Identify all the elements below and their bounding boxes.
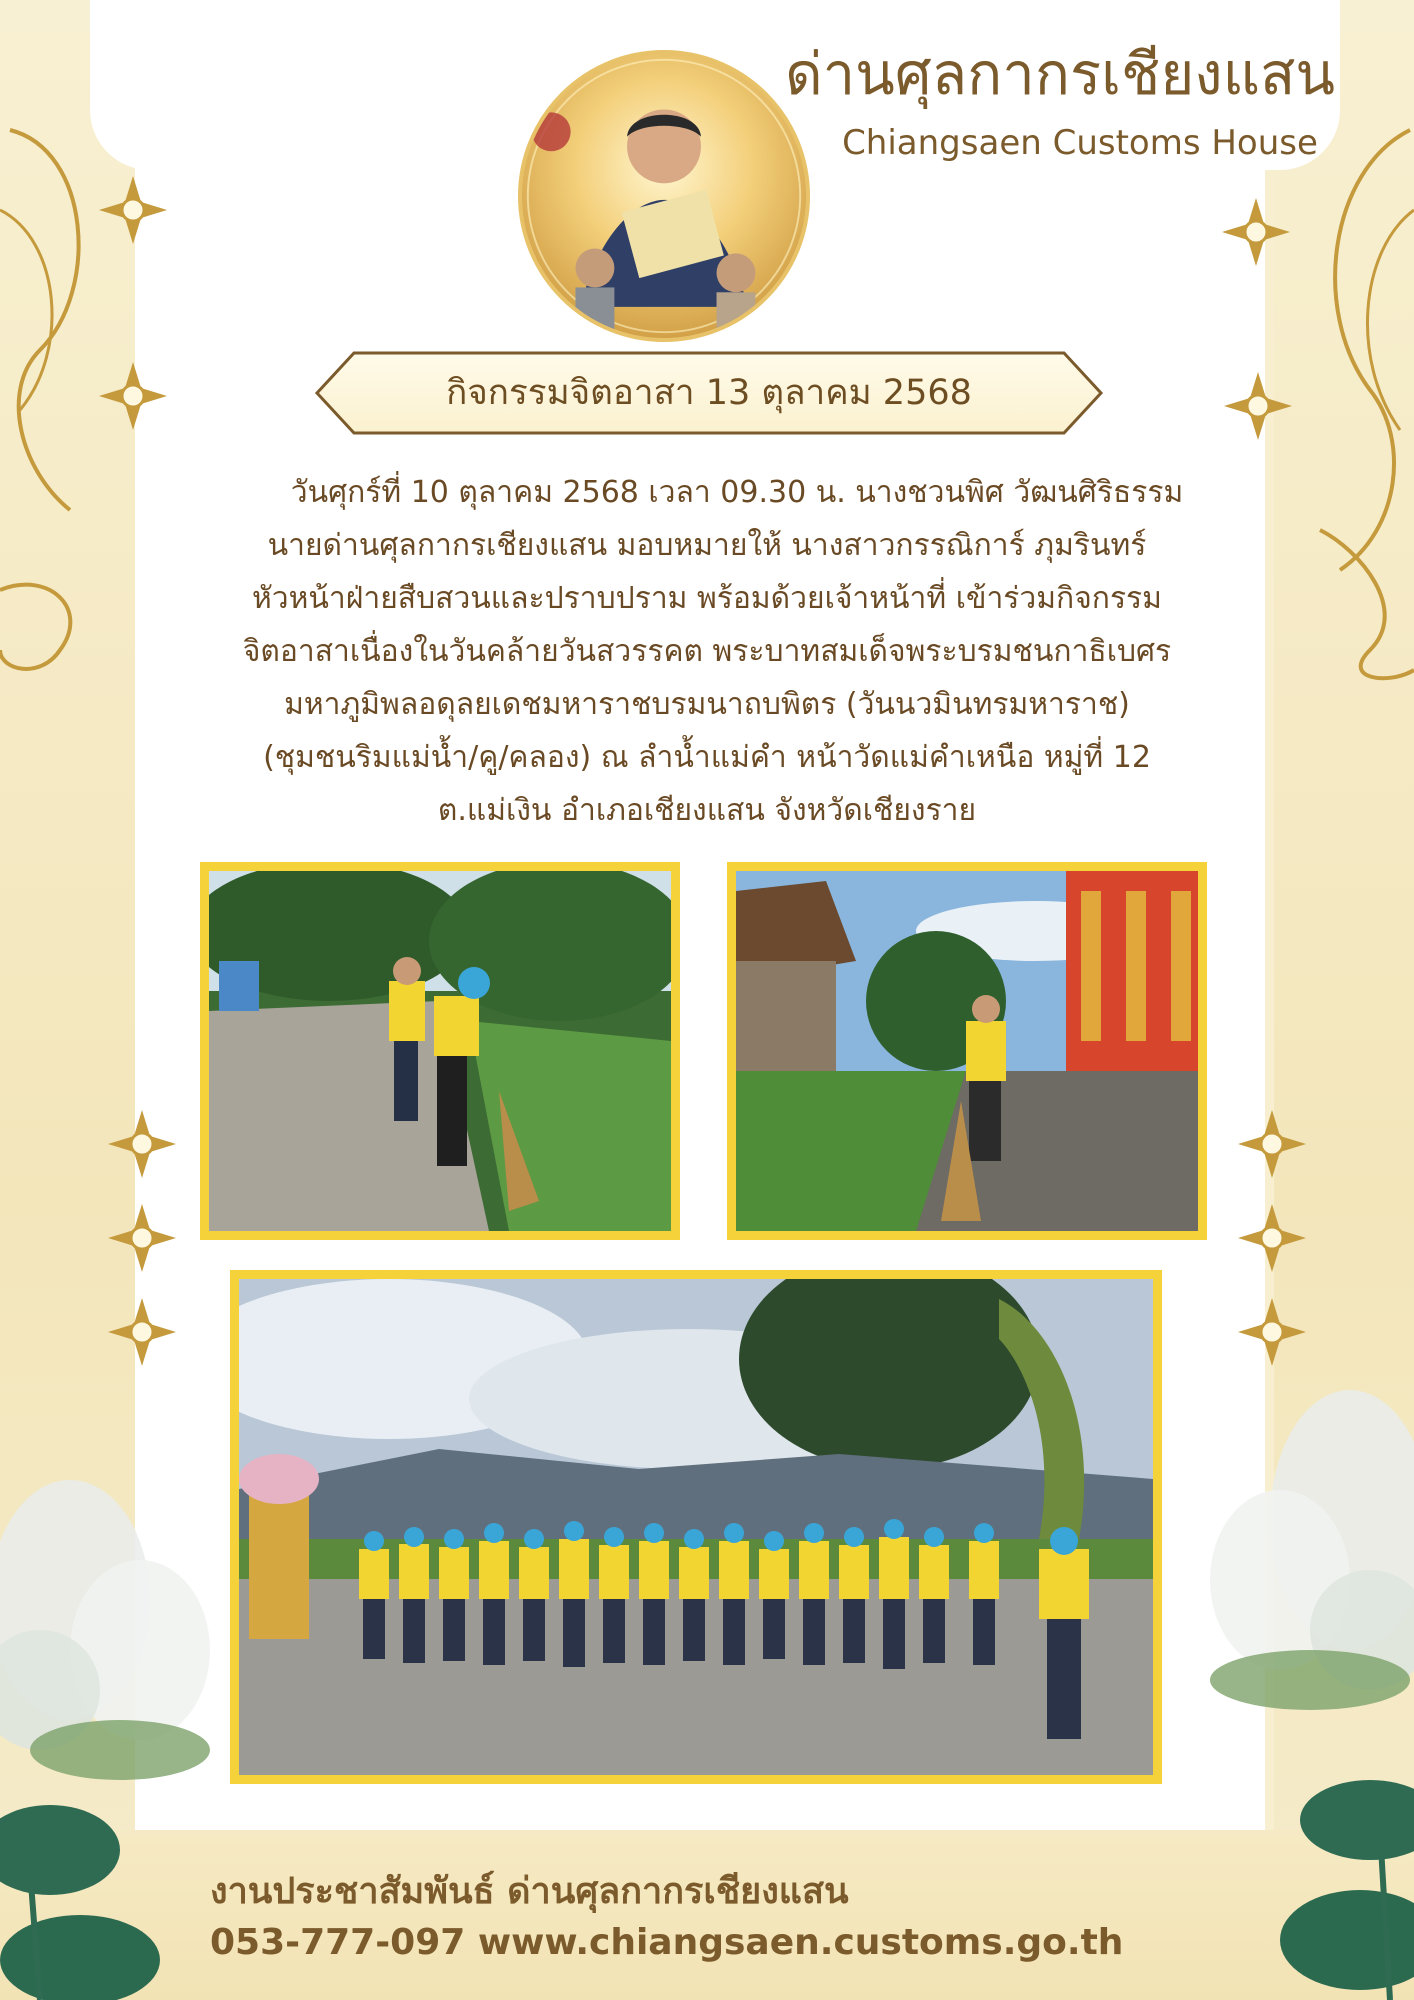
footer-department: งานประชาสัมพันธ์ ด่านศุลกากรเชียงแสน <box>210 1871 849 1912</box>
description-line: นายด่านศุลกากรเชียงแสน มอบหมายให้ นางสาวกรรณิการ์ ภุมรินทร์ <box>267 528 1147 563</box>
ornament-icon <box>106 1108 178 1180</box>
description-line: หัวหน้าฝ่ายสืบสวนและปราบปราม พร้อมด้วยเจ้าหน้าที่ เข้าร่วมกิจกรรม <box>252 581 1162 616</box>
description-line: ต.แม่เงิน อำเภอเชียงแสน จังหวัดเชียงราย <box>437 793 977 828</box>
activity-photo-group-ceremony <box>230 1270 1162 1784</box>
description-line: จิตอาสาเนื่องในวันคล้ายวันสวรรคต พระบาทสมเด็จพระบรมชนกาธิเบศร <box>242 634 1172 669</box>
ornament-icon <box>1222 370 1294 442</box>
activity-photo-sweeping-road <box>200 862 680 1240</box>
page-title-english: Chiangsaen Customs House <box>842 123 1318 163</box>
footer-contact: 053-777-097 www.chiangsaen.customs.go.th <box>210 1922 1124 1963</box>
royal-portrait-medallion <box>518 50 810 342</box>
ornament-icon <box>1236 1296 1308 1368</box>
lotus-right-decoration <box>1160 1380 1414 2000</box>
ornament-icon <box>97 174 169 246</box>
activity-banner-title: กิจกรรมจิตอาสา 13 ตุลาคม 2568 <box>446 373 972 413</box>
lotus-left-decoration <box>0 1450 240 2000</box>
ornament-icon <box>97 360 169 432</box>
activity-description <box>150 466 1264 837</box>
activity-photo-temple-sweeping <box>727 862 1207 1240</box>
ornament-icon <box>106 1202 178 1274</box>
right-swirl-decoration <box>1300 110 1414 690</box>
page-title-thai: ด่านศุลกากรเชียงแสน <box>784 40 1336 108</box>
ornament-icon <box>106 1296 178 1368</box>
ornament-icon <box>1236 1108 1308 1180</box>
ornament-icon <box>1236 1202 1308 1274</box>
description-line: วันศุกร์ที่ 10 ตุลาคม 2568 เวลา 09.30 น. นางชวนพิศ วัฒนศิริธรรม <box>290 475 1184 510</box>
description-line: (ชุมชนริมแม่น้ำ/คู/คลอง) ณ ลำน้ำแม่คำ หน้าวัดแม่คำเหนือ หมู่ที่ 12 <box>263 740 1151 775</box>
description-line: มหาภูมิพลอดุลยเดชมหาราชบรมนาถบพิตร (วันนวมินทรมหาราช) <box>284 687 1130 722</box>
ornament-icon <box>1220 196 1292 268</box>
